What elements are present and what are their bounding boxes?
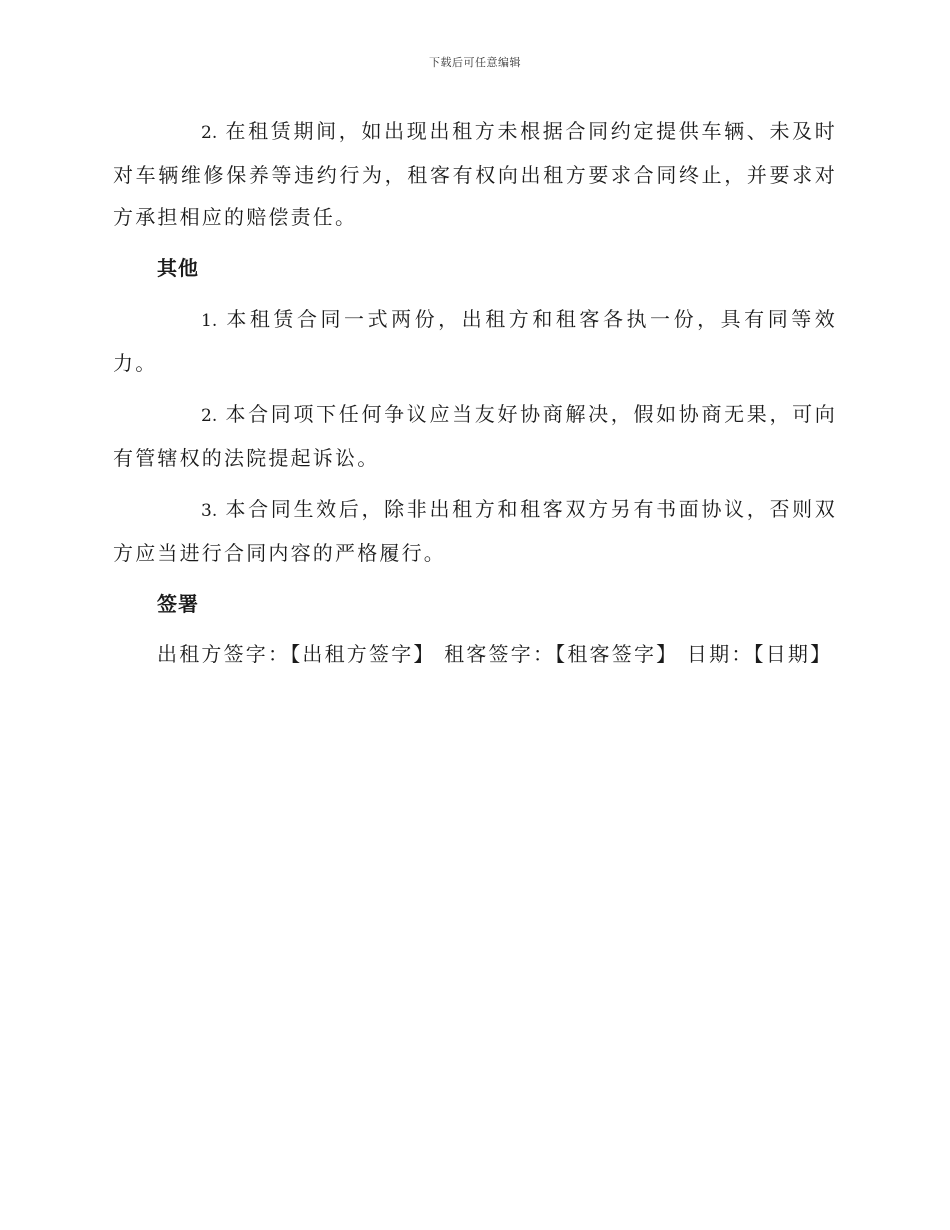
clause-text: 在租赁期间，如出现出租方未根据合同约定提供车辆、未及时对车辆维修保养等违约行为，租客有权向出租方要求合同终止，并要求对方承担相应的赔偿责任。 (113, 119, 837, 229)
other-clause-2 (113, 393, 837, 479)
clause-text: 本合同项下任何争议应当友好协商解决，假如协商无果，可向有管辖权的法院提起诉讼。 (113, 402, 837, 470)
section-heading-other: 其他 (157, 256, 199, 280)
other-clause-3 (113, 488, 837, 574)
clause-number: 1. (201, 311, 218, 331)
clause-number: 2. (201, 123, 218, 143)
clause-text: 本合同生效后，除非出租方和租客双方另有书面协议，否则双方应当进行合同内容的严格履行。 (113, 497, 837, 565)
breach-clause-2 (113, 110, 837, 238)
other-clause-1 (113, 298, 837, 384)
clause-text: 本租赁合同一式两份，出租方和租客各执一份，具有同等效力。 (113, 307, 837, 375)
page-header: 下载后可任意编辑 (429, 56, 521, 69)
signature-line: 出租方签字：【出租方签字】 租客签字：【租客签字】 日期：【日期】 (157, 642, 833, 666)
document-body (113, 110, 837, 669)
section-heading-signature: 签署 (157, 592, 199, 616)
clause-number: 2. (201, 406, 218, 426)
clause-number: 3. (201, 501, 218, 521)
